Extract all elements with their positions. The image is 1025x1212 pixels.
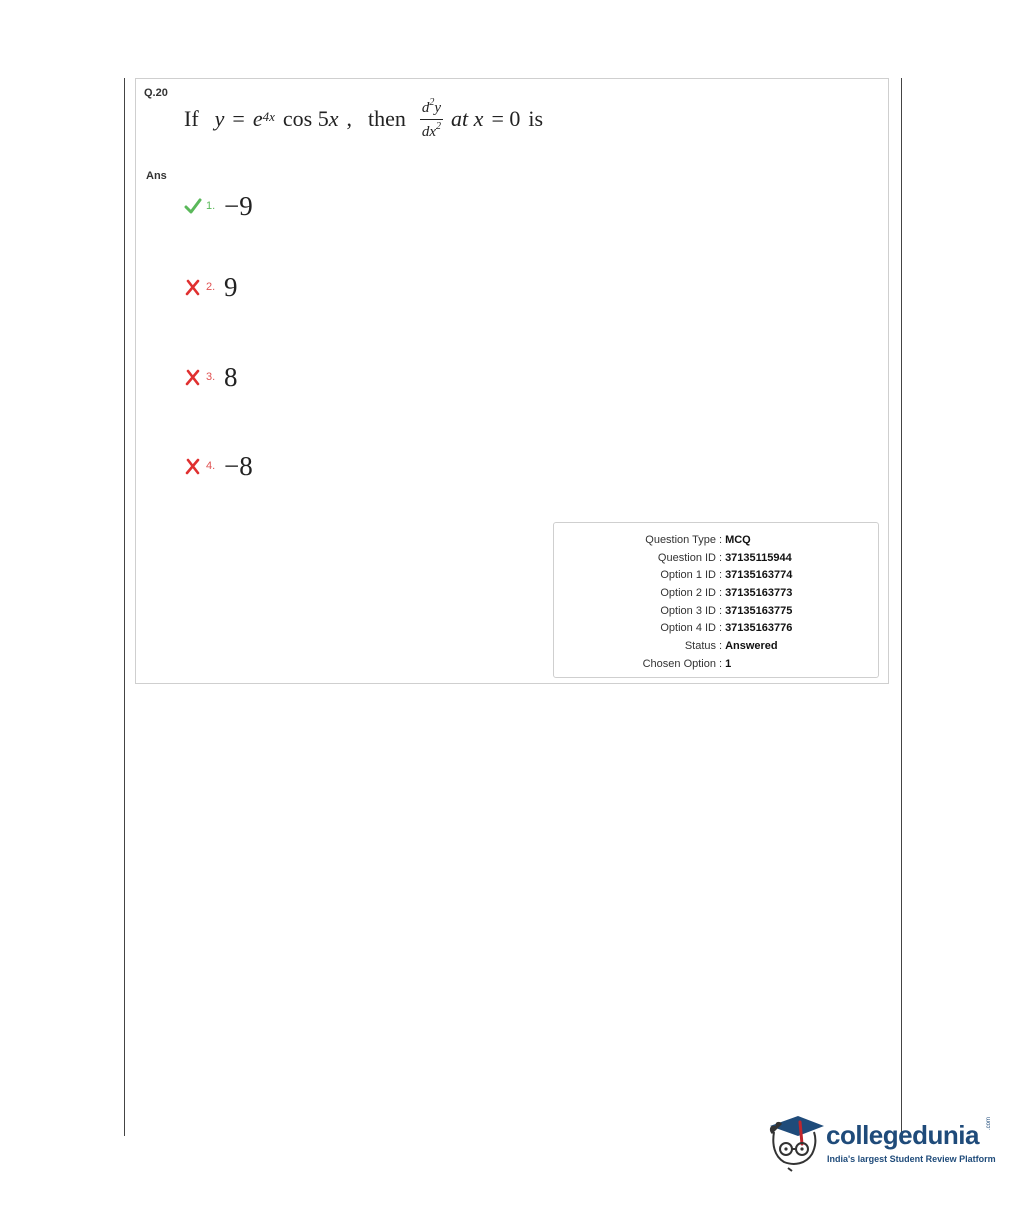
- cross-icon: [184, 368, 202, 386]
- logo-wordmark: collegedunia: [826, 1120, 979, 1150]
- meta-row: Option 2 ID : 37135163773: [660, 586, 793, 599]
- question-var-x: x: [328, 106, 339, 131]
- question-panel: [135, 78, 889, 684]
- mascot-icon: [766, 1104, 826, 1174]
- question-number: Q.20: [144, 87, 168, 99]
- option-number: 2.: [206, 281, 216, 293]
- meta-row: Option 1 ID : 37135163774: [660, 569, 793, 582]
- question-comma: ,: [346, 106, 352, 131]
- collegedunia-logo: [766, 1104, 996, 1174]
- option-2: [184, 272, 238, 302]
- option-number: 3.: [206, 371, 216, 383]
- option-value: −8: [224, 450, 253, 481]
- question-cos: cos 5: [282, 106, 329, 131]
- fraction-denominator: $dx^2$: [421, 120, 442, 140]
- question-if: If: [184, 106, 199, 131]
- logo-tagline: India's largest Student Review Platform: [827, 1154, 996, 1164]
- meta-row: Status : Answered: [684, 639, 778, 652]
- option-number: 4.: [206, 460, 216, 472]
- logo-suffix: .com: [986, 1116, 992, 1130]
- page-border-left: [124, 78, 125, 1136]
- question-exponent: 4x: [262, 109, 275, 124]
- meta-row: Chosen Option : 1: [642, 657, 732, 670]
- fraction-numerator: $d^2y$: [420, 99, 443, 120]
- option-3: [184, 362, 238, 392]
- option-1: [184, 191, 253, 221]
- question-at-x: at x: [451, 106, 484, 131]
- meta-row: Option 4 ID : 37135163776: [660, 622, 793, 635]
- option-4: [184, 451, 253, 481]
- option-number: 1.: [206, 200, 216, 212]
- meta-row: Option 3 ID : 37135163775: [660, 604, 793, 617]
- check-icon: [184, 197, 202, 215]
- question-var-y: y: [214, 106, 225, 131]
- question-equals: =: [232, 106, 245, 131]
- question-eq-zero: = 0: [491, 106, 521, 131]
- question-base-e: e: [252, 106, 263, 131]
- meta-row: Question Type : MCQ: [645, 533, 751, 546]
- question-fraction: [420, 96, 443, 140]
- question-then: then: [367, 106, 406, 131]
- question-is: is: [528, 106, 544, 131]
- question-text: [184, 93, 543, 145]
- cross-icon: [184, 278, 202, 296]
- page-border-right: [901, 78, 902, 1138]
- answer-label: Ans: [146, 170, 167, 182]
- option-value: −9: [224, 190, 253, 221]
- question-meta-panel: [553, 522, 879, 678]
- meta-row: Question ID : 37135115944: [657, 551, 792, 564]
- option-value: 8: [224, 361, 238, 392]
- option-value: 9: [224, 271, 238, 302]
- cross-icon: [184, 457, 202, 475]
